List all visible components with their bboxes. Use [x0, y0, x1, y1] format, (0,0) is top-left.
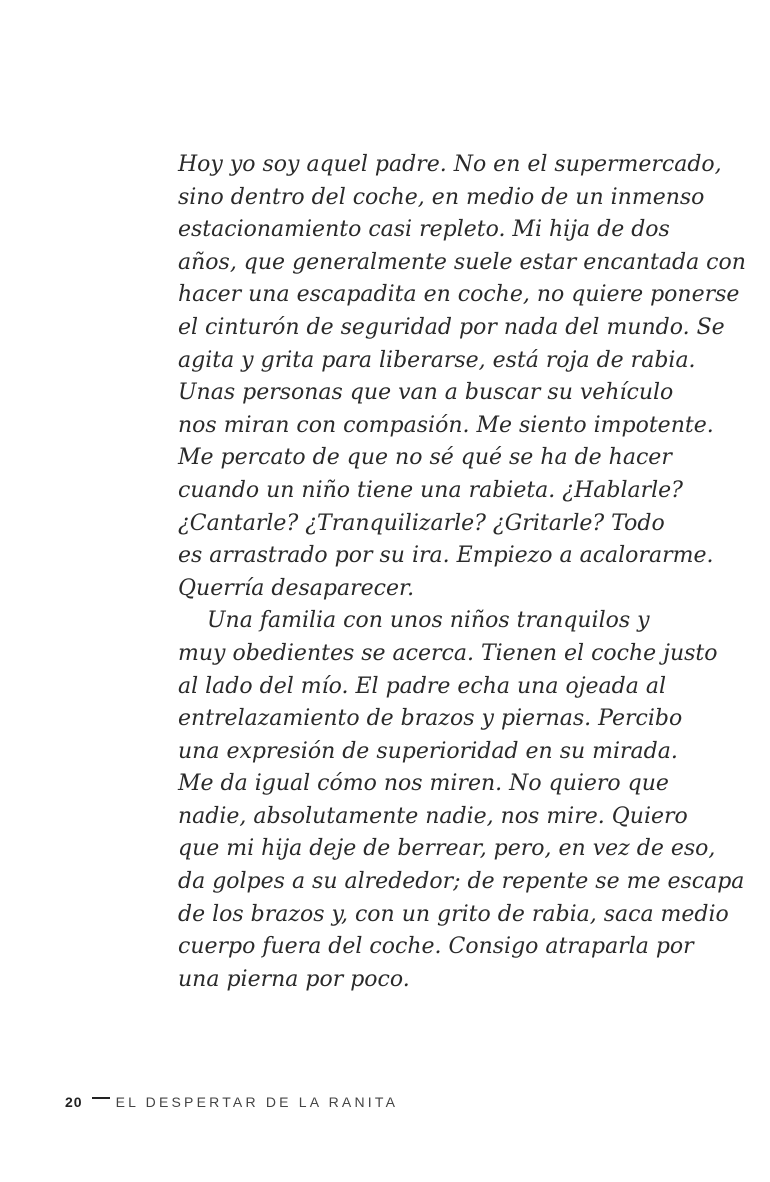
paragraph-2 [178, 605, 745, 996]
text-line: una expresión de superioridad en su mirada. [178, 738, 678, 764]
text-line: años, que generalmente suele estar encantada con [178, 249, 746, 275]
footer-separator [92, 1097, 110, 1099]
text-line: una pierna por poco. [178, 966, 410, 992]
body-text [178, 149, 746, 996]
text-line: Unas personas que van a buscar su vehículo [178, 380, 674, 406]
text-line: Querría desaparecer. [178, 575, 415, 601]
book-title: EL DESPERTAR DE LA RANITA [115, 1094, 399, 1110]
text-line: entrelazamiento de brazos y piernas. Percibo [178, 706, 683, 732]
text-line: es arrastrado por su ira. Empiezo a acalorarme. [178, 543, 714, 569]
text-line: agita y grita para liberarse, está roja de rabia. [178, 347, 696, 373]
text-line: al lado del mío. El padre echa una ojeada al [178, 673, 667, 699]
text-line: da golpes a su alrededor; de repente se me escapa [178, 869, 745, 895]
text-line: ¿Cantarle? ¿Tranquilizarle? ¿Gritarle? Todo [178, 510, 665, 536]
text-line: Me percato de que no sé qué se ha de hacer [178, 445, 672, 471]
text-line: muy obedientes se acerca. Tienen el coche justo [178, 640, 718, 666]
text-line: Una familia con unos niños tranquilos y [207, 608, 650, 634]
text-line: nos miran con compasión. Me siento impotente. [178, 412, 714, 438]
text-line: cuando un niño tiene una rabieta. ¿Hablarle? [178, 477, 683, 503]
page-footer [65, 1092, 398, 1112]
text-line: estacionamiento casi repleto. Mi hija de dos [178, 217, 670, 243]
text-line: Hoy yo soy aquel padre. No en el supermercado, [178, 152, 722, 177]
text-line: sino dentro del coche, en medio de un inmenso [178, 184, 705, 210]
text-line: cuerpo fuera del coche. Consigo atraparla por [178, 934, 694, 960]
text-line: de los brazos y, con un grito de rabia, saca medio [178, 901, 729, 927]
text-line: hacer una escapadita en coche, no quiere ponerse [178, 282, 740, 308]
text-line: nadie, absolutamente nadie, nos mire. Quiero [178, 803, 688, 829]
paragraph-1 [178, 149, 746, 605]
text-line: el cinturón de seguridad por nada del mundo. Se [178, 314, 725, 340]
page-number: 20 [65, 1094, 83, 1110]
text-line: Me da igual cómo nos miren. No quiero que [178, 771, 669, 797]
text-line: que mi hija deje de berrear, pero, en vez de eso, [178, 836, 716, 862]
